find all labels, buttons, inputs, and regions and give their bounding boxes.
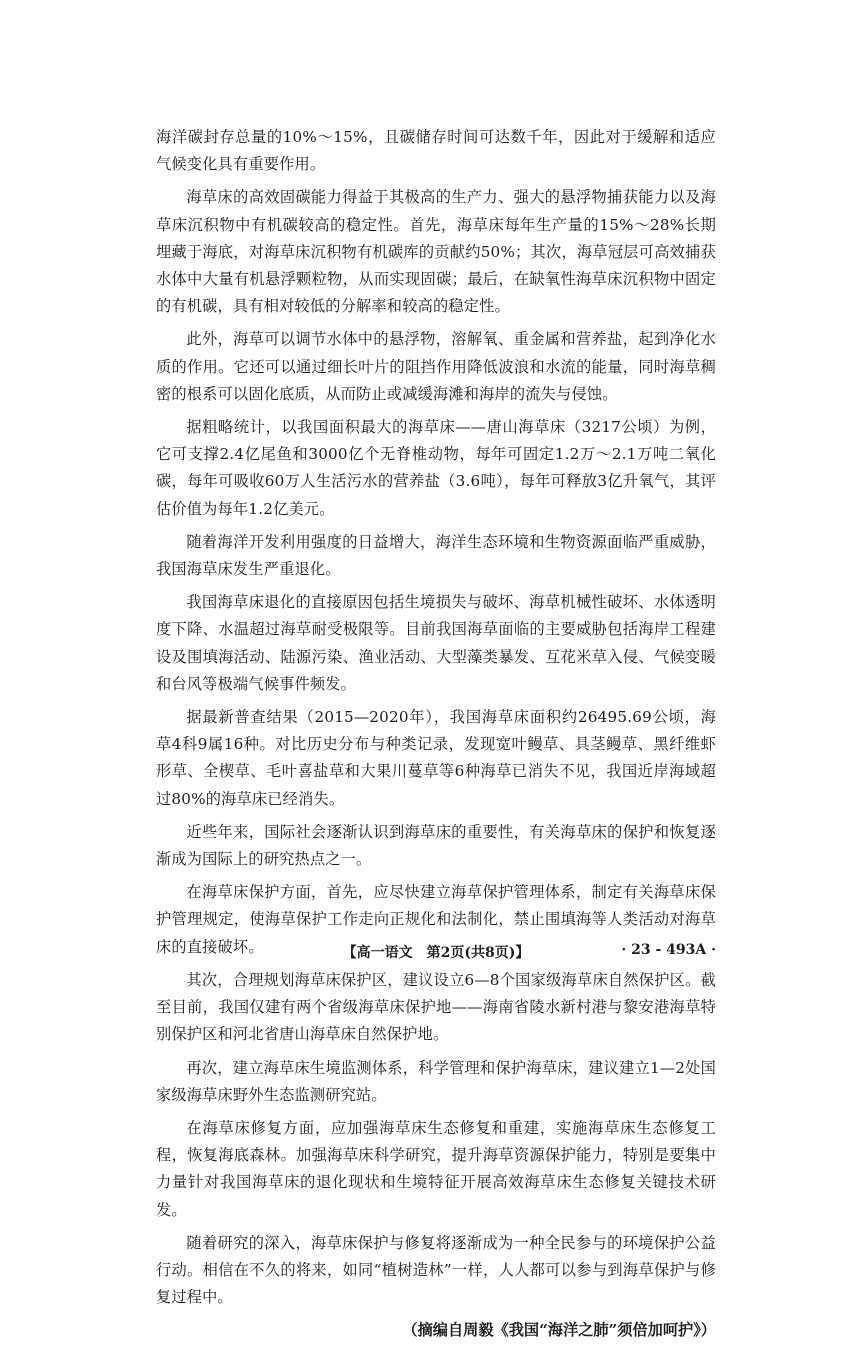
footer-page-info: 【高一语文 第2页(共8页)】 xyxy=(342,945,530,961)
page-footer xyxy=(156,942,716,970)
paragraph-3: 此外，海草可以调节水体中的悬浮物，溶解氧、重金属和营养盐，起到净化水质的作用。它还可以通过细长叶片的阻挡作用降低波浪和水流的能量，同时海草稠密的根系可以固化底质，从而防止或减缓海滩和海岸的流失与侵蚀。 xyxy=(156,330,716,403)
footer-code: · 23 - 493A · xyxy=(621,942,716,958)
paragraph-6: 我国海草床退化的直接原因包括生境损失与破坏、海草机械性破坏、水体透明度下降、水温超过海草耐受极限等。目前我国海草面临的主要威胁包括海岸工程建设及围填海活动、陆源污染、渔业活动、大型藻类暴发、互花米草入侵、气候变暖和台风等极端气候事件频发。 xyxy=(156,593,716,693)
source-citation: （摘编自周毅《我国“海洋之肺”须倍加呵护》） xyxy=(402,1321,716,1340)
paragraph-11: 再次，建立海草床生境监测体系，科学管理和保护海草床，建议建立1—2处国家级海草床野外生态监测研究站。 xyxy=(156,1058,716,1104)
paragraph-4: 据粗略统计，以我国面积最大的海草床——唐山海草床（3217公顷）为例，它可支撑2.4亿尾鱼和3000亿个无脊椎动物，每年可固定1.2万～2.1万吨二氧化碳，每年可吸收60万人生活污水的营养盐（3.6吨），每年可释放3亿升氧气，其评估价值为每年1.2亿美元。 xyxy=(156,418,716,518)
paragraph-5: 随着海洋开发利用强度的日益增大，海洋生态环境和生物资源面临严重威胁，我国海草床发生严重退化。 xyxy=(156,532,716,579)
paragraph-2: 海草床的高效固碳能力得益于其极高的生产力、强大的悬浮物捕获能力以及海草床沉积物中有机碳较高的稳定性。首先，海草床每年生产量的15%～28%长期埋藏于海底，对海草床沉积物有机碳库的贡献约50%；其次，海草冠层可高效捕获水体中大量有机悬浮颗粒物，从而实现固碳；最后，在缺氧性海草床沉积物中固定的有机碳，具有相对较低的分解率和较高的稳定性。 xyxy=(156,188,716,316)
paragraph-10: 其次，合理规划海草床保护区，建议设立6—8个国家级海草床自然保护区。截至目前，我国仅建有两个省级海草床保护地——海南省陵水新村港与黎安港海草特别保护区和河北省唐山海草床自然保护地。 xyxy=(156,970,716,1044)
paragraph-1: 海洋碳封存总量的10%～15%，且碳储存时间可达数千年，因此对于缓解和适应气候变化具有重要作用。 xyxy=(156,128,716,174)
paragraph-13: 随着研究的深入，海草床保护与修复将逐渐成为一种全民参与的环境保护公益行动。相信在不久的将来，如同“植树造林”一样，人人都可以参与到海草保护与修复过程中。 xyxy=(156,1233,716,1307)
paragraph-9: 在海草床保护方面，首先，应尽快建立海草保护管理体系，制定有关海草床保护管理规定，使海草保护工作走向正规化和法制化，禁止围填海等人类活动对海草床的直接破坏。 xyxy=(156,883,716,956)
paragraph-7: 据最新普查结果（2015—2020年），我国海草床面积约26495.69公顷，海草4科9属16种。对比历史分布与种类记录，发现宽叶鳗草、具茎鳗草、黑纤维虾形草、全楔草、毛叶喜盐草和大果川蔓草等6种海草已消失不见，我国近岸海域超过80%的海草床已经消失。 xyxy=(156,708,716,808)
article-body xyxy=(156,124,716,1345)
paragraph-12: 在海草床修复方面，应加强海草床生态修复和重建，实施海草床生态修复工程，恢复海底森林。加强海草床科学研究，提升海草资源保护能力，特别是要集中力量针对我国海草床的退化现状和生境特征开展高效海草床生态修复关键技术研发。 xyxy=(156,1118,716,1219)
paragraph-8: 近些年来，国际社会逐渐认识到海草床的重要性，有关海草床的保护和恢复逐渐成为国际上的研究热点之一。 xyxy=(156,822,716,869)
